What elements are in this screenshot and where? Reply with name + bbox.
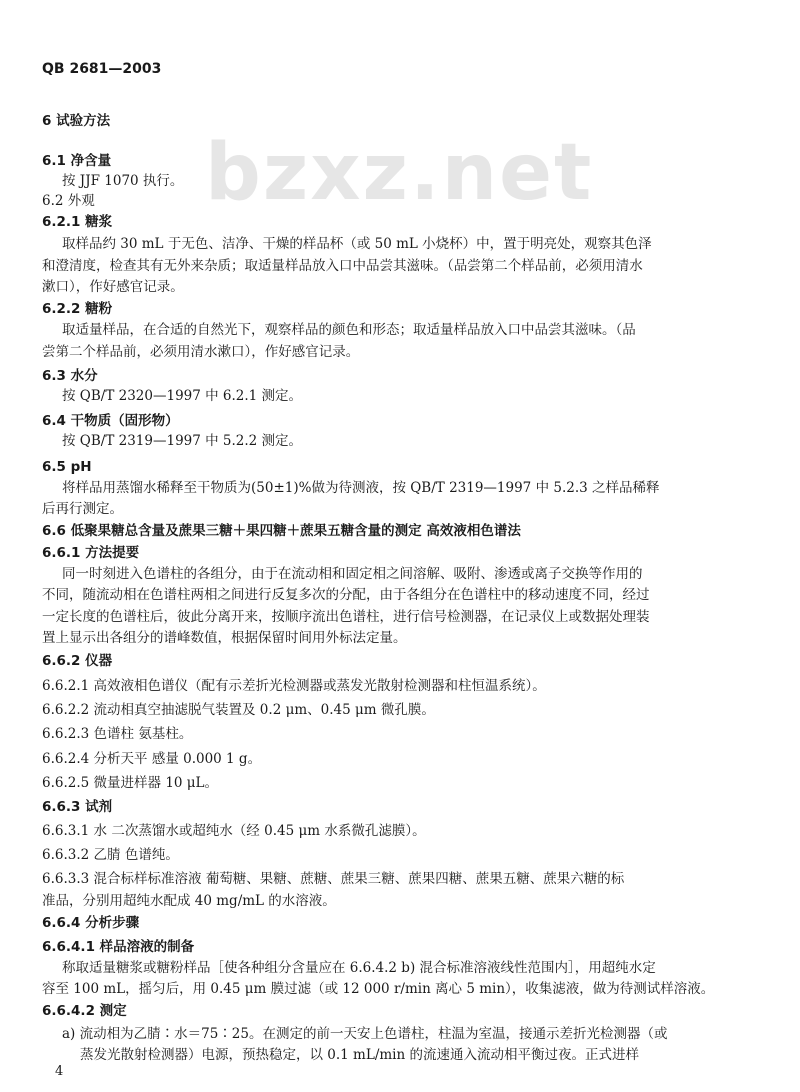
text-line: 6.6.3 试剂 [42, 799, 113, 815]
watermark: bzxz.net [205, 128, 594, 218]
text-line: 漱口），作好感官记录。 [42, 279, 184, 295]
text-line: 6.6.3.2 乙腈 色谱纯。 [42, 847, 179, 863]
text-line: 按 JJF 1070 执行。 [62, 173, 184, 189]
text-line: 6.6.2.1 高效液相色谱仪（配有示差折光检测器或蒸发光散射检测器和柱恒温系统）。 [42, 678, 546, 694]
text-line: 6.6.1 方法提要 [42, 545, 140, 561]
text-line: 6.6.4.1 样品溶液的制备 [42, 939, 195, 955]
text-line: 6.6.3.3 混合标样标准溶液 葡萄糖、果糖、蔗糖、蔗果三糖、蔗果四糖、蔗果五糖、蔗果六糖的标 [42, 871, 625, 887]
text-line: 6.2 外观 [42, 193, 95, 209]
text-line: 6.6 低聚果糖总含量及蔗果三糖＋果四糖＋蔗果五糖含量的测定 高效液相色谱法 [42, 523, 521, 539]
text-line: 6.1 净含量 [42, 153, 112, 169]
text-line: 取适量样品，在合适的自然光下，观察样品的颜色和形态；取适量样品放入口中品尝其滋味。（品 [62, 322, 636, 338]
text-line: 6.6.2.5 微量进样器 10 μL。 [42, 775, 219, 791]
text-line: 后再行测定。 [42, 501, 123, 517]
text-line: 6.6.4 分析步骤 [42, 915, 140, 931]
text-line: 和澄清度，检查其有无外来杂质；取适量样品放入口中品尝其滋味。（品尝第二个样品前，必须用清水 [42, 258, 643, 274]
text-line: 尝第二个样品前，必须用清水漱口），作好感官记录。 [42, 344, 360, 360]
text-line: 置上显示出各组分的谱峰数值，根据保留时间用外标法定量。 [42, 630, 407, 646]
text-line: 6 试验方法 [42, 113, 111, 129]
text-line: 6.6.3.1 水 二次蒸馏水或超纯水（经 0.45 μm 水系微孔滤膜）。 [42, 823, 426, 839]
text-line: 称取适量糖浆或糖粉样品［使各种组分含量应在 6.6.4.2 b) 混合标准溶液线性范围内］，用超纯水定 [62, 960, 656, 976]
text-line: 6.3 水分 [42, 368, 98, 384]
text-line: 同一时刻进入色谱柱的各组分，由于在流动相和固定相之间溶解、吸附、渗透或离子交换等作用的 [62, 566, 643, 582]
text-line: 6.5 pH [42, 459, 92, 475]
text-line: a) 流动相为乙腈∶水＝75∶25。在测定的前一天安上色谱柱，柱温为室温，接通示差折光检测器（或 [62, 1026, 668, 1042]
text-line: 6.6.2 仪器 [42, 653, 113, 669]
text-line: 准品，分别用超纯水配成 40 mg/mL 的水溶液。 [42, 893, 336, 909]
text-line: 一定长度的色谱柱后，彼此分离开来，按顺序流出色谱柱，进行信号检测器，在记录仪上或数据处理装 [42, 609, 650, 625]
text-line: 6.6.2.4 分析天平 感量 0.000 1 g。 [42, 751, 262, 767]
page-number: 4 [55, 1064, 64, 1079]
text-line: 按 QB/T 2319—1997 中 5.2.2 测定。 [62, 433, 303, 449]
text-line: 按 QB/T 2320—1997 中 6.2.1 测定。 [62, 388, 303, 404]
text-line: 6.2.1 糖浆 [42, 214, 113, 230]
standard-header: QB 2681—2003 [42, 61, 162, 77]
text-line: 蒸发光散射检测器）电源，预热稳定，以 0.1 mL/min 的流速通入流动相平衡过夜。正式进样 [80, 1047, 639, 1063]
text-line: 取样品约 30 mL 于无色、洁净、干燥的样品杯（或 50 mL 小烧杯）中，置于明亮处，观察其色泽 [62, 236, 652, 252]
text-line: 6.4 干物质（固形物） [42, 413, 179, 429]
text-line: 6.6.2.3 色谱柱 氨基柱。 [42, 726, 193, 742]
text-line: 容至 100 mL，摇匀后，用 0.45 μm 膜过滤（或 12 000 r/min 离心 5 min），收集滤液，做为待测试样溶液。 [42, 981, 715, 997]
text-line: 6.6.4.2 测定 [42, 1003, 127, 1019]
text-line: 不同，随流动相在色谱柱两相之间进行反复多次的分配，由于各组分在色谱柱中的移动速度不同，经过 [42, 587, 650, 603]
text-line: 6.6.2.2 流动相真空抽滤脱气装置及 0.2 μm、0.45 μm 微孔膜。 [42, 702, 435, 718]
text-line: 将样品用蒸馏水稀释至干物质为(50±1)%做为待测液，按 QB/T 2319—1997 中 5.2.3 之样品稀释 [62, 480, 660, 496]
text-line: 6.2.2 糖粉 [42, 301, 113, 317]
